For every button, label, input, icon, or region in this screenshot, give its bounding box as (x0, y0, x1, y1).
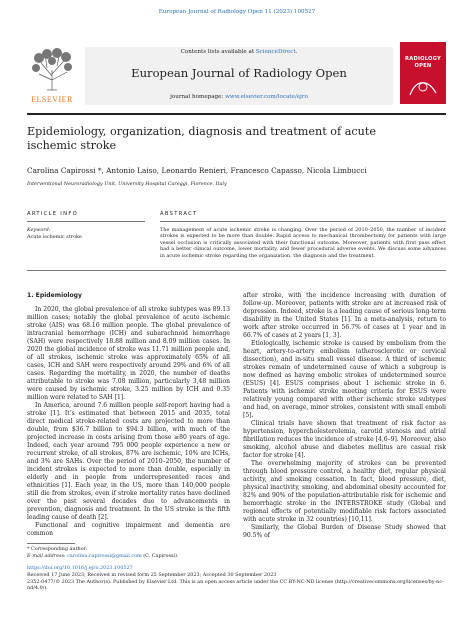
body-paragraph: In America, around 7.6 million people self-report having had a stroke [1]. It’s estimated that between 2015 and 2035, total direct medical stroke-related costs are projected to more than double, from $36.7 billion to $94.3 billion, with much of the projected increase in costs arising from those ≥80 years of age. Indeed, each year around 795 000 people experience a new or recurrent stroke, of all strokes, 87% are ischemic, 10% are ICHs, and 3% are SAHs. Over the period of 2010–2050, the number of incident strokes is expected to more than double, especially in elderly and in people from underrepresented races and ethnicities [1]. Each year, in the US, more than 140,000 people still die from strokes, even if stroke mortality rates have declined over the past several decades due to advancements in prevention, diagnosis and treatment. In the US stroke is the fifth leading cause of death [2]. (27, 402, 230, 521)
body-paragraph: In 2020, the global prevalence of all stroke subtypes was 89.13 million cases; notably the global prevalence of acute ischemic stroke (AIS) was 68.16 million people. The global prevalence of intracranial hemorrhage (ICH) and subarachnoid hemorrhage (SAH) were respectively 18.88 million and 8.09 million cases. In 2020 the global incidence of stroke was 11.71 million people and, of all strokes, ischemic stroke was approximately 65% of all cases, ICH and SAH were respectively around 29% and 6% of all cases. Regarding the mortality, in 2020, the number of deaths attributable to stroke was 7.08 million, particularly 3,48 million were caused by ischemic stroke, 3.25 million by ICH and 0.35 million were related to SAH [1]. (27, 306, 230, 401)
contents-prefix: Contents lists available at (180, 49, 256, 55)
homepage-link[interactable]: www.elsevier.com/locate/ejro (225, 94, 308, 100)
journal-title[interactable]: European Journal of Radiology Open (131, 66, 347, 80)
cover-logo-line2: OPEN (414, 63, 432, 69)
sciencedirect-link[interactable]: ScienceDirect (255, 49, 296, 55)
doi-link[interactable]: https://doi.org/10.1016/j.ejro.2023.100527 (27, 565, 133, 571)
body-paragraph: after stroke, with the incidence increasing with duration of follow-up. Moreover, patients with stroke are at increased risk of depression. Indeed, stroke is a leading cause of serious long-term disability in the United States [1]. In a meta-analysis, return to work after stroke occurred in 56.7% of cases at 1 year and in 66.7% of cases at 2 years [1, 3]. (243, 292, 446, 339)
body-paragraph: Clinical trials have shown that treatment of risk factor as hypertension, hypercholesterolemia, carotid stenosis and atrial fibrillation reduces the incidence of stroke [4,6–9]. Moreover, also smoking, alcohol abuse and diabetes mellitus are casual risk factor for stroke [4]. (243, 420, 446, 459)
abstract-bottom-rule (27, 270, 446, 271)
footnote-rule (27, 543, 75, 544)
email-suffix: (C. Capirossi). (141, 553, 179, 559)
article-title: Epidemiology, organization, diagnosis and treatment of acute ischemic stroke (27, 125, 376, 153)
homepage-prefix: journal homepage: (170, 94, 226, 100)
corresponding-note: * Corresponding author. (27, 546, 88, 552)
body-paragraph: Similarly, the Global Burden of Disease Study showed that 90.5% of (243, 524, 446, 539)
author-list[interactable]: Carolina Capirossi *, Antonio Laiso, Leonardo Renieri, Francesco Capasso, Nicola Limbucci (27, 166, 367, 175)
keyword-item: Acute ischemic stroke (27, 234, 82, 240)
header-rule (27, 113, 446, 115)
affiliation: Interventional Neuroradiology Unit, University Hospital Careggi, Florence, Italy (27, 181, 227, 187)
abstract-text: The management of acute ischemic stroke is changing. Over the period of 2010–2050, the number of incident strokes is expected to be more than double. Rapid access to mechanical thrombectomy for patients with large vessel occlusion is critically associated with their functional outcome. Moreover, patients with first pass effect had a better clinical outcome, lower mortality, and fewer procedural adverse events. We discuss some advances in acute ischemic stroke regarding the organization, the diagnosis and the treatment. (160, 227, 446, 259)
contents-line: Contents lists available at ScienceDirect. (180, 49, 298, 55)
license-statement: 2352-0477/© 2023 The Author(s). Published by Elsevier Ltd. This is an open access article under the CC BY-NC-ND license (http://creativecommons.org/licenses/by-nc-nd/4.0/). (27, 579, 444, 592)
section-heading: 1. Epidemiology (27, 292, 83, 299)
body-paragraph: Functional and cognitive impairment and dementia are common (27, 522, 230, 537)
email-line (27, 553, 447, 559)
cover-graphic-icon (408, 75, 438, 99)
body-paragraph: The overwhelming majority of strokes can be prevented through blood pressure control, a healthy diet, regular physical activity, and smoking cessation. In fact, blood pressure, diet, physical inactivity, smoking, and abdominal obesity accounted for 82% and 90% of the population-attributable risk for ischemic and hemorrhagic stroke in the INTERSTROKE study (Global and regional effects of potentially modifiable risk factors associated with acute stroke in 32 countries) [10,11]. (243, 460, 446, 523)
journal-citation[interactable]: European Journal of Radiology Open 11 (2023) 100527 (158, 9, 316, 15)
article-info-heading: ARTICLE INFO (27, 211, 78, 217)
body-right-column (243, 292, 446, 540)
cover-logo-line1: RADIOLOGY (405, 56, 441, 62)
body-paragraph: Etiologically, ischemic stroke is caused by embolism from the heart, artery-to-artery embolism (atherosclerotic or cervical dissection), and in-situ small vessel disease. A third of ischemic strokes remain of undetermined cause of which a subgroup is now defined as having embolic strokes of undetermined source (ESUS) [4]. ESUS comprises about 1 ischemic stroke in 6. Patients with ischemic stroke meeting criteria for ESUS were relatively young compared with other ischemic stroke subtypes and had, on average, minor strokes, consistent with small emboli [5]. (243, 340, 446, 419)
abstract-rule (160, 221, 446, 222)
email-link[interactable]: carolina.capirossi@gmail.com (67, 553, 142, 559)
homepage-line (85, 94, 393, 100)
abstract-heading: ABSTRACT (160, 211, 198, 217)
email-label: E-mail address: (27, 553, 68, 559)
elsevier-tree-logo (27, 46, 77, 106)
body-left-column (27, 292, 230, 538)
publisher-logo-text: ELSEVIER (31, 95, 73, 104)
article-info-rule (27, 221, 145, 222)
journal-cover-logo (400, 42, 446, 104)
keyword-label: Keyword: (27, 227, 51, 233)
received-dates: Received 17 June 2023; Received in revised form 25 September 2023; Accepted 30 September 2023 (27, 572, 277, 578)
